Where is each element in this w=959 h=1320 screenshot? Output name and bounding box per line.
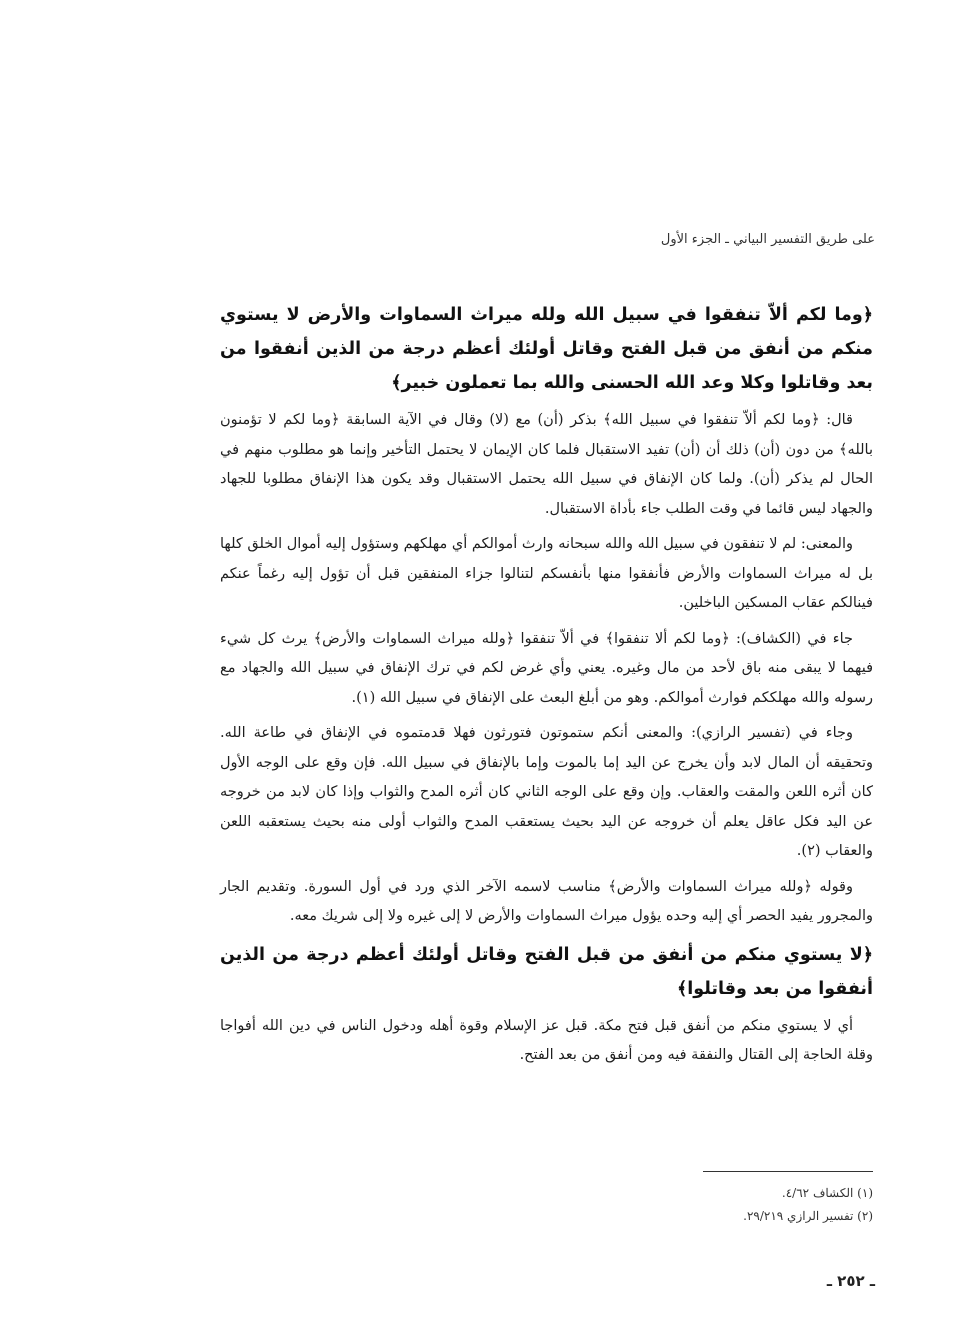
footnote-divider bbox=[703, 1171, 873, 1172]
commentary-paragraph: وجاء في (تفسير الرازي): والمعنى أنكم ستموتون فتورثون فهلا قدمتموه في الإنفاق في طاعة الله. وتحقيقه أن المال لابد وأن يخرج عن اليد إما بالموت وإما بالإنفاق في سبيل الله. فإن وقع على الوجه الأول كان أثره اللعن والمقت والعقاب. وإن وقع على الوجه الثاني كان أثره المدح والثواب وإذا كان لابد من خروجه عن اليد فكل عاقل يعلم أن خروجه عن اليد بحيث يستعقب المدح والثواب أولى منه بحيث يستعقبه اللعن والعقاب (٢). bbox=[220, 725, 873, 859]
commentary-paragraph: جاء في (الكشاف): ﴿وما لكم ألا تنفقوا﴾ في ألاّ تنفقوا ﴿ولله ميراث السماوات والأرض﴾ يرث كل شيء فيهما لا يبقى منه باق لأحد من مال وغيره. يعني وأي غرض لكم في ترك الإنفاق في سبيل الله والجهاد مع رسوله والله مهلككم فوارث أموالكم. وهو من أبلغ البعث على الإنفاق في سبيل الله (١). bbox=[220, 630, 873, 706]
main-text bbox=[220, 298, 873, 1077]
commentary-paragraph: قال: ﴿وما لكم ألاّ تنفقوا في سبيل الله﴾ بذكر (أن) مع (لا) وقال في الآية السابقة ﴿وما لكم لا تؤمنون بالله﴾ من دون (أن) ذلك أن (أن) تفيد الاستقبال فلما كان الإيمان لا يحتمل التأخير وإنما هو مطلوب منهم في الحال لم يذكر (أن). ولما كان الإنفاق في سبيل الله يحتمل الاستقبال وقد يكون هذا الإنفاق مطلوبا للجهاد والجهاد ليس قائما في وقت الطلب جاء بأداة الاستقبال. bbox=[220, 412, 873, 517]
page-number: ـ ٢٥٢ ـ bbox=[826, 1272, 875, 1290]
commentary-paragraph: وقوله ﴿ولله ميراث السماوات والأرض﴾ مناسب لاسمه الآخر الذي ورد في أول السورة. وتقديم الجار والمجرور يفيد الحصر أي إليه وحده يؤول ميراث السماوات والأرض لا إلى غيره ولا إلى شريك معه. bbox=[220, 878, 873, 924]
footnote: (٢) تفسير الرازي ٢٩/٢١٩. bbox=[743, 1209, 873, 1223]
footnote: (١) الكشاف ٤/٦٢. bbox=[781, 1186, 873, 1200]
commentary-paragraph: والمعنى: لم لا تنفقون في سبيل الله والله سبحانه وارث أموالكم أي مهلكهم وستؤول إليه أموال الخلق كلها بل له ميراث السماوات والأرض فأنفقوا منها بأنفسكم لتنالوا جزاء المنفقين قبل أن تؤول إليه رغماً عنكم فينالكم عقاب المسكين الباخلين. bbox=[220, 536, 873, 611]
commentary-paragraph: أي لا يستوي منكم من أنفق قبل فتح مكة. قبل عز الإسلام وقوة أهله ودخول الناس في دين الله أفواجا وقلة الحاجة إلى القتال والنفقة فيه ومن أنفق من بعد الفتح. bbox=[220, 1017, 873, 1063]
footnotes bbox=[473, 1182, 873, 1228]
quranic-verse-heading: ﴿وما لكم ألاّ تنفقوا في سبيل الله ولله ميراث السماوات والأرض لا يستوي منكم من أنفق من قبل الفتح وقاتل أولئك أعظم درجة من الذين أنفقوا من بعد وقاتلوا وكلا وعد الله الحسنى والله بما تعملون خبير﴾ bbox=[220, 305, 873, 393]
running-header: على طريق التفسير البياني ـ الجزء الأول bbox=[660, 232, 875, 247]
quranic-verse-heading: ﴿لا يستوي منكم من أنفق من قبل الفتح وقاتل أولئك أعظم درجة من الذين أنفقوا من بعد وقاتلوا﴾ bbox=[220, 944, 873, 999]
